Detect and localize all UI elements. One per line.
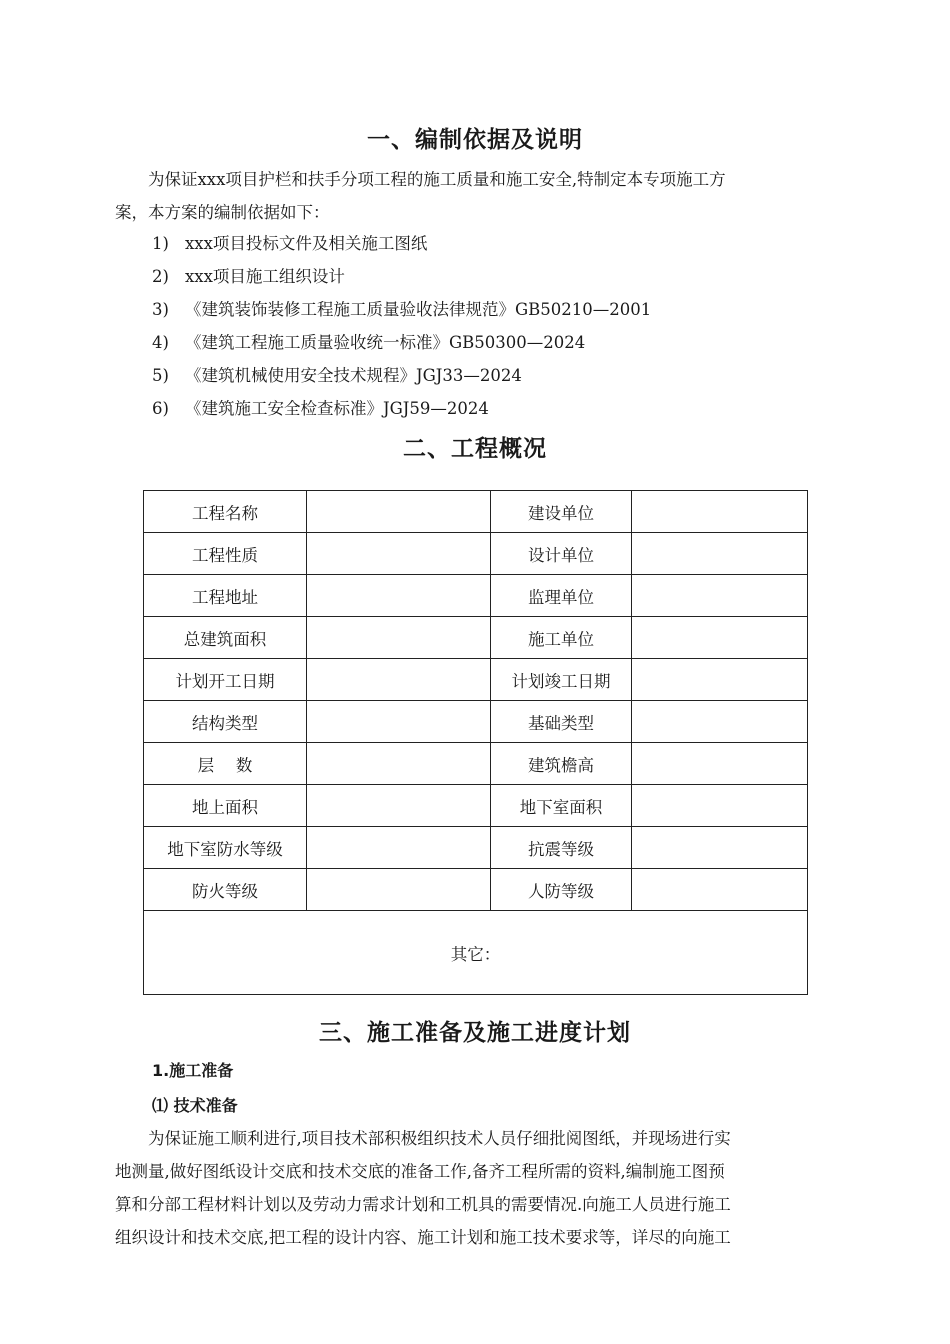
field-value	[307, 827, 491, 869]
table-row	[144, 827, 808, 869]
section3-title: 三、施工准备及施工进度计划	[319, 1020, 631, 1046]
table-row	[144, 533, 808, 575]
field-value	[307, 491, 491, 533]
table-row	[144, 659, 808, 701]
field-value	[632, 701, 808, 743]
field-label: 基础类型	[491, 701, 632, 743]
table-row	[144, 617, 808, 659]
field-value	[632, 533, 808, 575]
field-label: 人防等级	[491, 869, 632, 911]
field-label: 地上面积	[144, 785, 307, 827]
section2-title: 二、工程概况	[403, 436, 547, 462]
basis-item: 5) 《建筑机械使用安全技术规程》JGJ33—2024	[152, 366, 522, 385]
field-label: 防火等级	[144, 869, 307, 911]
field-value	[632, 827, 808, 869]
field-label: 工程名称	[144, 491, 307, 533]
field-value	[632, 785, 808, 827]
para-line: 算和分部工程材料计划以及劳动力需求计划和工机具的需要情况.向施工人员进行施工	[115, 1195, 731, 1214]
basis-item: 3) 《建筑装饰装修工程施工质量验收法律规范》GB50210—2001	[152, 300, 652, 319]
field-value	[632, 617, 808, 659]
table-row	[144, 575, 808, 617]
field-label: 地下室面积	[491, 785, 632, 827]
field-value	[307, 533, 491, 575]
field-value	[307, 743, 491, 785]
basis-item: 1) xxx项目投标文件及相关施工图纸	[152, 234, 428, 253]
field-label: 地下室防水等级	[144, 827, 307, 869]
subheading-technical-prep: ⑴ 技术准备	[152, 1096, 238, 1115]
field-label: 工程性质	[144, 533, 307, 575]
field-label: 监理单位	[491, 575, 632, 617]
field-value	[307, 575, 491, 617]
field-value	[632, 743, 808, 785]
table-row	[144, 491, 808, 533]
field-label: 抗震等级	[491, 827, 632, 869]
field-value	[632, 575, 808, 617]
basis-item: 4) 《建筑工程施工质量验收统一标准》GB50300—2024	[152, 333, 586, 352]
table-row	[144, 785, 808, 827]
subheading-construction-prep: 1.施工准备	[152, 1061, 234, 1080]
field-value	[307, 701, 491, 743]
field-value	[307, 617, 491, 659]
section1-intro	[115, 163, 840, 229]
table-row	[144, 701, 808, 743]
field-label: 建设单位	[491, 491, 632, 533]
basis-list	[152, 227, 651, 425]
field-label: 设计单位	[491, 533, 632, 575]
technical-prep-paragraph	[115, 1122, 840, 1254]
field-label: 总建筑面积	[144, 617, 307, 659]
field-value	[632, 491, 808, 533]
project-overview-table	[143, 490, 808, 995]
intro-line-1: 为保证xxx项目护栏和扶手分项工程的施工质量和施工安全,特制定本专项施工方	[148, 170, 726, 189]
field-value	[307, 659, 491, 701]
para-line: 地测量,做好图纸设计交底和技术交底的准备工作,备齐工程所需的资料,编制施工图预	[115, 1162, 725, 1181]
para-line: 为保证施工顺利进行,项目技术部积极组织技术人员仔细批阅图纸，并现场进行实	[148, 1129, 731, 1148]
basis-item: 6) 《建筑施工安全检查标准》JGJ59—2024	[152, 399, 489, 418]
other-cell: 其它：	[144, 911, 808, 995]
para-line: 组织设计和技术交底,把工程的设计内容、施工计划和施工技术要求等，详尽的向施工	[115, 1228, 731, 1247]
field-label: 工程地址	[144, 575, 307, 617]
field-value	[307, 869, 491, 911]
field-value	[632, 659, 808, 701]
field-label: 计划开工日期	[144, 659, 307, 701]
table-row	[144, 869, 808, 911]
field-label: 施工单位	[491, 617, 632, 659]
intro-line-2: 案，本方案的编制依据如下：	[115, 203, 330, 222]
field-label: 层 数	[144, 743, 307, 785]
field-label: 建筑檐高	[491, 743, 632, 785]
basis-item: 2) xxx项目施工组织设计	[152, 267, 345, 286]
section1-title: 一、编制依据及说明	[367, 127, 583, 153]
field-label: 计划竣工日期	[491, 659, 632, 701]
field-value	[307, 785, 491, 827]
field-label: 结构类型	[144, 701, 307, 743]
table-row-other	[144, 911, 808, 995]
table-row	[144, 743, 808, 785]
field-value	[632, 869, 808, 911]
